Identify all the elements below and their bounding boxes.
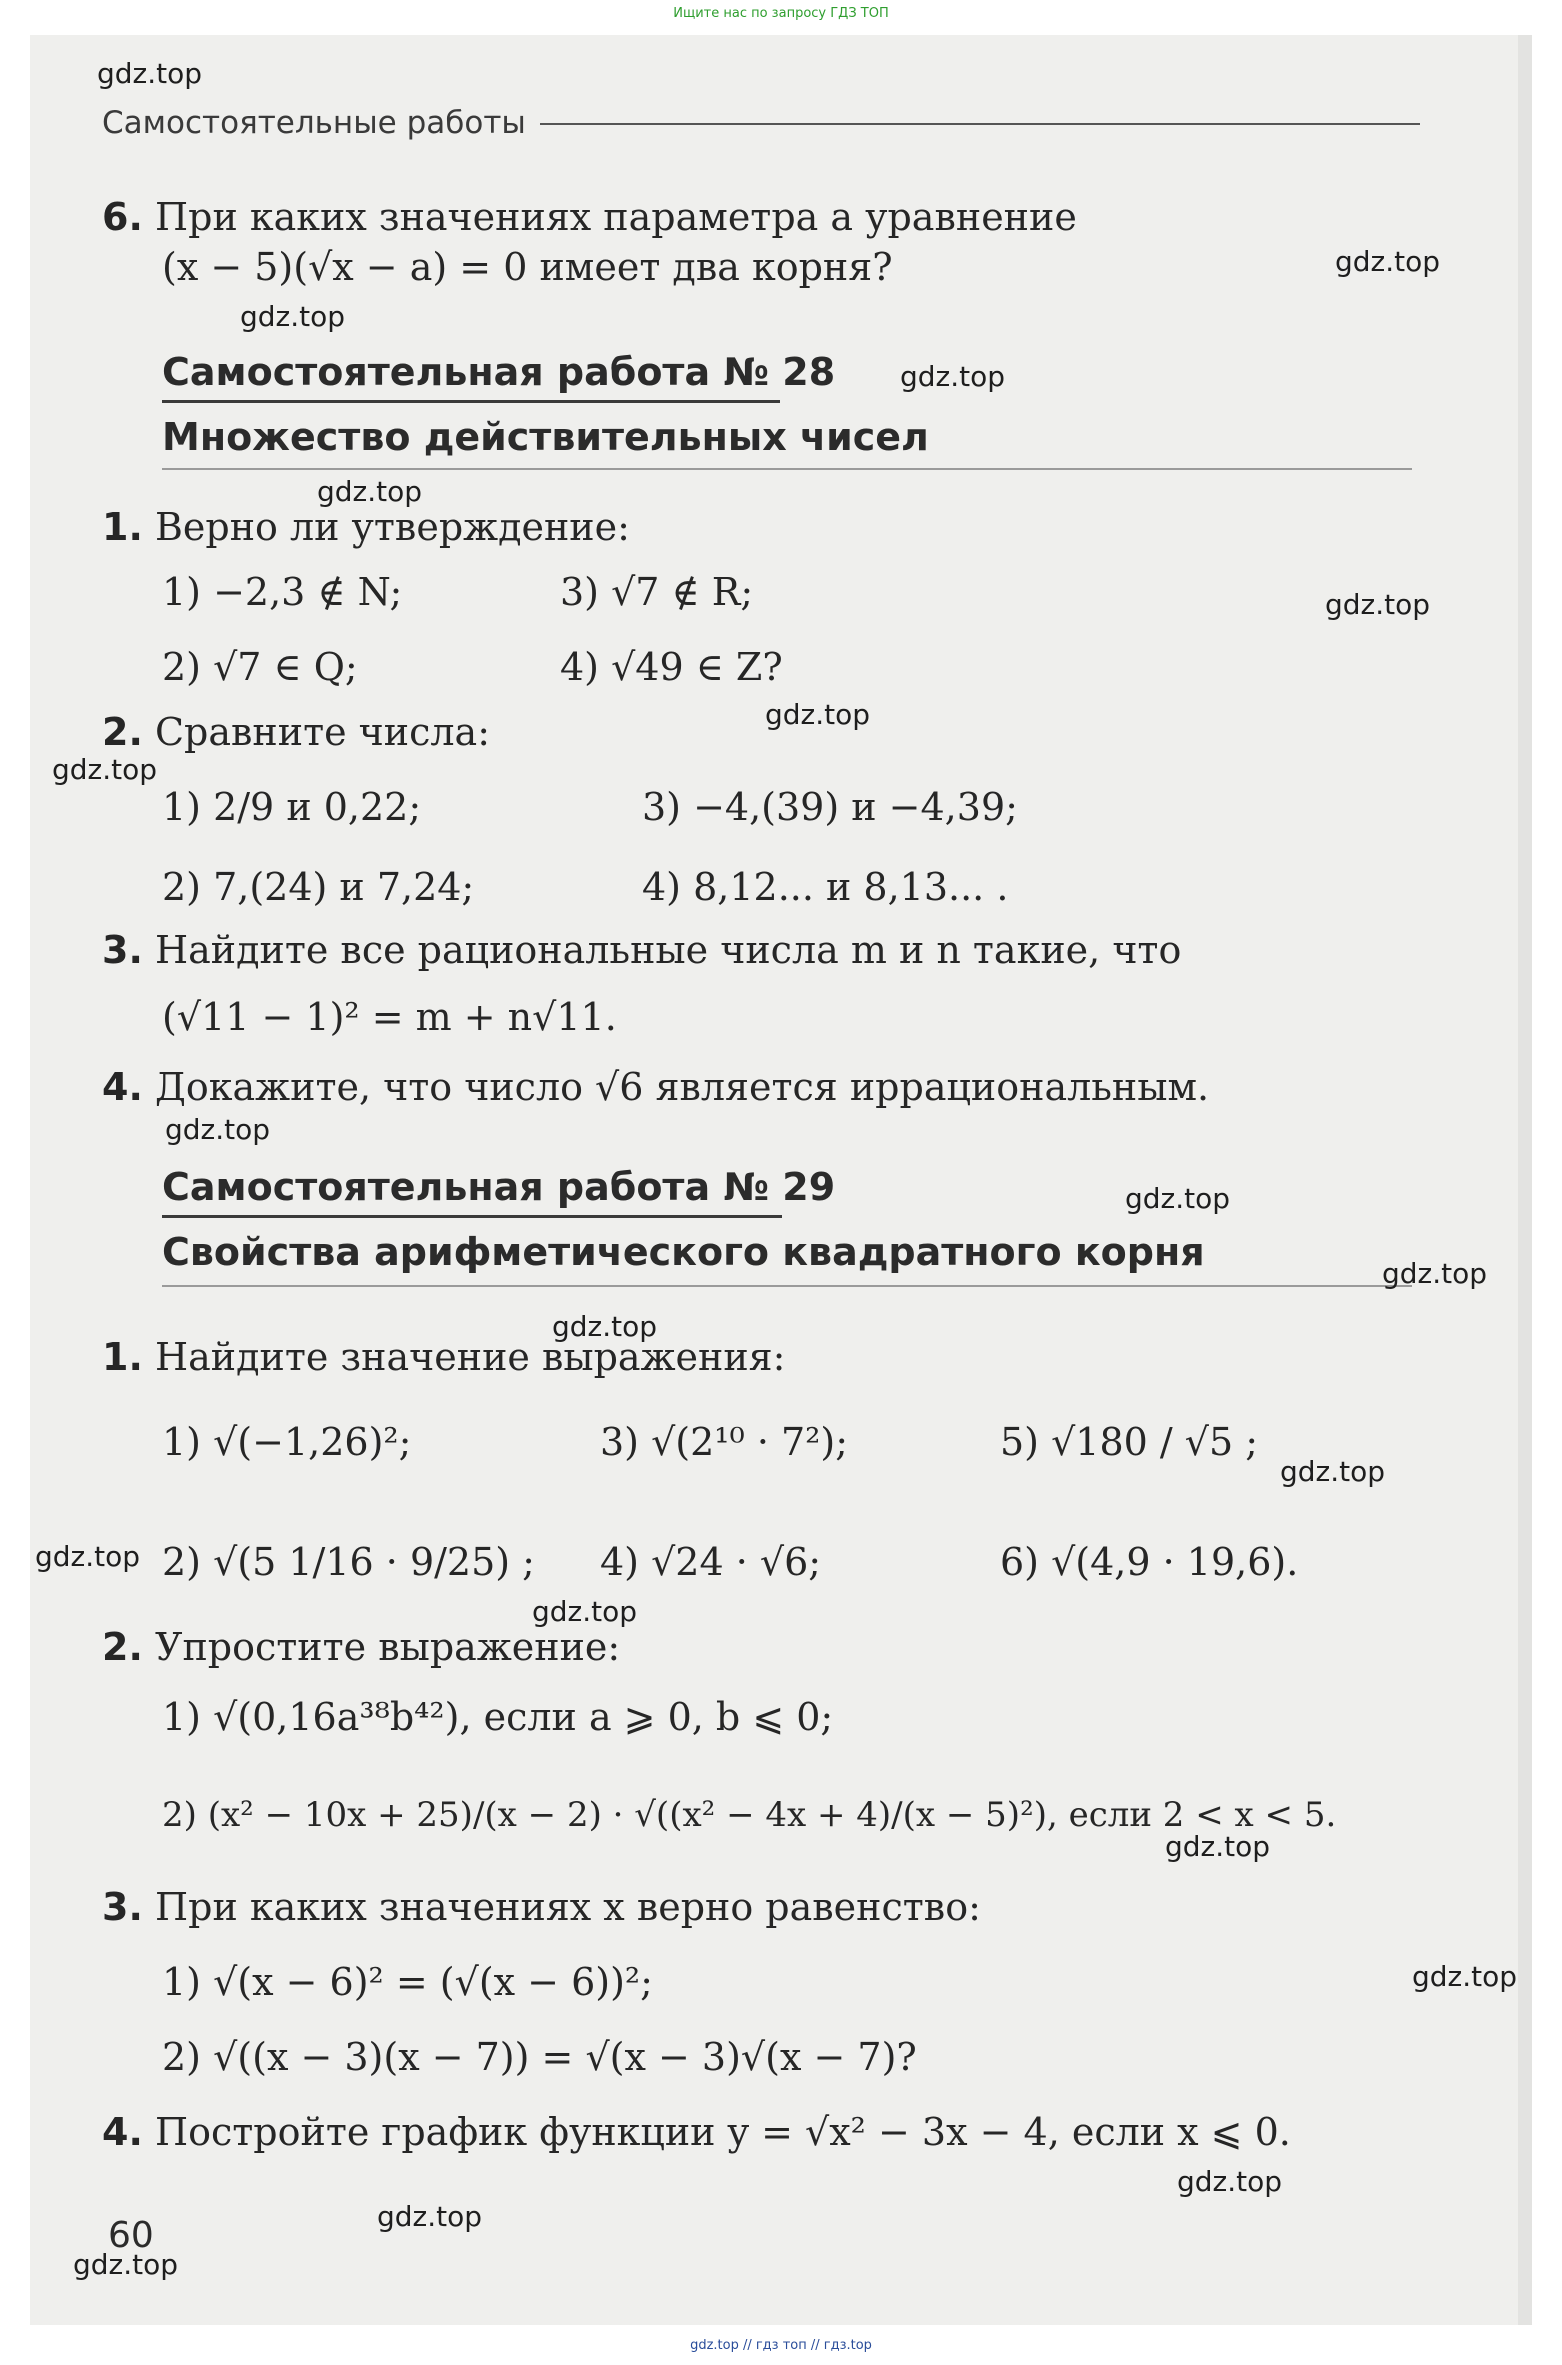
watermark: gdz.top: [1325, 588, 1431, 621]
watermark: gdz.top: [1382, 1257, 1488, 1290]
page-edge-shadow: [1518, 35, 1532, 2325]
work29-title: Самостоятельная работа № 29: [162, 1165, 836, 1209]
w28-q2-item: 1) 2/9 и 0,22;: [162, 785, 422, 829]
top-banner: Ищите нас по запросу ГДЗ ТОП: [673, 6, 889, 21]
w29-q1-item: 4) √24 · √6;: [600, 1540, 822, 1584]
watermark: gdz.top: [165, 1113, 271, 1146]
work28-subtitle: Множество действительных чисел: [162, 415, 929, 459]
w29-q2: [102, 1625, 620, 1669]
task-number: 6.: [102, 195, 143, 239]
w29-q4: [102, 2110, 1291, 2154]
w28-q2-item: 3) −4,(39) и −4,39;: [642, 785, 1018, 829]
watermark: gdz.top: [377, 2200, 483, 2233]
task-text: Упростите выражение:: [154, 1625, 621, 1669]
watermark: gdz.top: [900, 360, 1006, 393]
book-page: [30, 35, 1532, 2325]
task-text: Верно ли утверждение:: [154, 505, 630, 549]
w28-q2: [102, 710, 490, 754]
bottom-banner: gdz.top // гдз топ // гдз.top: [690, 2338, 872, 2353]
task-text: При каких значениях x верно равенство:: [154, 1885, 981, 1929]
watermark: gdz.top: [52, 753, 158, 786]
watermark: gdz.top: [1125, 1182, 1231, 1215]
title-underline: [162, 1215, 782, 1218]
work29-subtitle: Свойства арифметического квадратного корня: [162, 1230, 1205, 1274]
task-text: Найдите все рациональные числа m и n такие, что: [154, 928, 1182, 972]
section-rule: [162, 1285, 1412, 1287]
w28-q3-line2: (√11 − 1)² = m + n√11.: [162, 995, 617, 1039]
w29-q2-item: 1) √(0,16a³⁸b⁴²), если a ⩾ 0, b ⩽ 0;: [162, 1695, 834, 1739]
title-underline: [162, 400, 780, 403]
task-number: 3.: [102, 1885, 143, 1929]
section-rule: [162, 468, 1412, 470]
watermark: gdz.top: [35, 1540, 141, 1573]
w29-q3-item: 1) √(x − 6)² = (√(x − 6))²;: [162, 1960, 653, 2004]
header-rule: [540, 123, 1420, 125]
watermark: gdz.top: [1335, 245, 1441, 278]
task-text: Докажите, что число √6 является иррациональным.: [154, 1065, 1210, 1109]
task-text: Найдите значение выражения:: [154, 1335, 786, 1379]
task-number: 4.: [102, 2110, 143, 2154]
task-text: Сравните числа:: [154, 710, 491, 754]
w29-q1-item: 6) √(4,9 · 19,6).: [1000, 1540, 1299, 1584]
watermark: gdz.top: [240, 300, 346, 333]
watermark: gdz.top: [1280, 1455, 1386, 1488]
w28-q1-item: 4) √49 ∈ Z?: [560, 645, 783, 689]
w28-q1-item: 1) −2,3 ∉ N;: [162, 570, 403, 614]
task-number: 1.: [102, 505, 143, 549]
work28-title: Самостоятельная работа № 28: [162, 350, 836, 394]
w29-q1-item: 3) √(2¹⁰ · 7²);: [600, 1420, 849, 1464]
watermark: gdz.top: [552, 1310, 658, 1343]
watermark: gdz.top: [97, 57, 203, 90]
task-text: При каких значениях параметра a уравнение: [154, 195, 1077, 239]
task-text: Постройте график функции y = √x² − 3x − 4, если x ⩽ 0.: [154, 2110, 1291, 2154]
w28-q1-item: 3) √7 ∉ R;: [560, 570, 754, 614]
task-number: 1.: [102, 1335, 143, 1379]
watermark: gdz.top: [317, 475, 423, 508]
w29-q1-item: 1) √(−1,26)²;: [162, 1420, 412, 1464]
task-number: 2.: [102, 710, 143, 754]
task-number: 4.: [102, 1065, 143, 1109]
w29-q1-item: 5) √180 / √5 ;: [1000, 1420, 1259, 1464]
watermark: gdz.top: [1165, 1830, 1271, 1863]
watermark: gdz.top: [1412, 1960, 1518, 1993]
w28-q1: [102, 505, 630, 549]
w29-q2-item: 2) (x² − 10x + 25)/(x − 2) · √((x² − 4x + 4)/(x − 5)²), если 2 < x < 5.: [162, 1795, 1337, 1835]
watermark: gdz.top: [73, 2248, 179, 2281]
w28-q1-item: 2) √7 ∈ Q;: [162, 645, 358, 689]
w29-q1: [102, 1335, 785, 1379]
page-number: 60: [108, 2215, 154, 2256]
task6-line1: [102, 195, 1077, 239]
task6-line2: (x − 5)(√x − a) = 0 имеет два корня?: [162, 245, 893, 289]
w29-q1-item: 2) √(5 1/16 · 9/25) ;: [162, 1540, 535, 1584]
w28-q3-line1: [102, 928, 1181, 972]
watermark: gdz.top: [532, 1595, 638, 1628]
task-number: 2.: [102, 1625, 143, 1669]
w29-q3: [102, 1885, 981, 1929]
watermark: gdz.top: [765, 698, 871, 731]
running-header: Самостоятельные работы: [102, 105, 526, 141]
w28-q2-item: 4) 8,12... и 8,13... .: [642, 865, 1009, 909]
task-number: 3.: [102, 928, 143, 972]
w29-q3-item: 2) √((x − 3)(x − 7)) = √(x − 3)√(x − 7)?: [162, 2035, 917, 2079]
w28-q2-item: 2) 7,(24) и 7,24;: [162, 865, 475, 909]
w28-q4: [102, 1065, 1209, 1109]
watermark: gdz.top: [1177, 2165, 1283, 2198]
